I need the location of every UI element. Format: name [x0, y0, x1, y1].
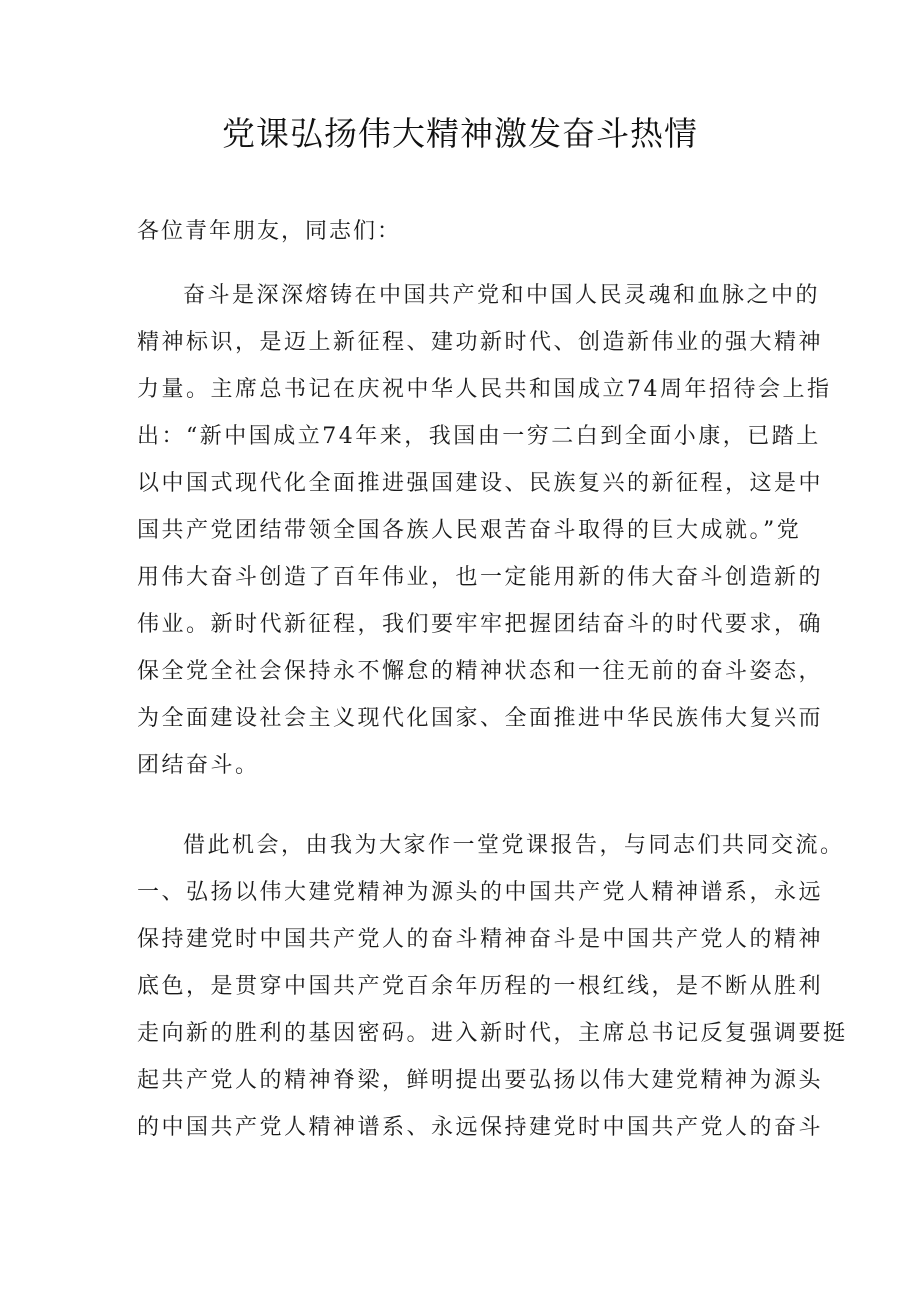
paragraph-line: 以中国式现代化全面推进强国建设、民族复兴的新征程，这是中: [137, 471, 824, 496]
paragraph-2: [137, 822, 848, 1151]
paragraph-line: 用伟大奋斗创造了百年伟业，也一定能用新的伟大奋斗创造新的: [137, 565, 824, 590]
paragraph-line: 国共产党团结带领全国各族人民艰苦奋斗取得的巨大成就。”党: [137, 518, 802, 543]
paragraph-line: 一、弘扬以伟大建党精神为源头的中国共产党人精神谱系，永远: [137, 880, 824, 905]
paragraph-1: [137, 272, 832, 789]
paragraph-line: 出：“新中国成立74年来，我国由一穷二白到全面小康，已踏上: [137, 424, 821, 449]
paragraph-line: 走向新的胜利的基因密码。进入新时代，主席总书记反复强调要挺: [137, 1021, 848, 1046]
paragraph-line: 奋斗是深深熔铸在中国共产党和中国人民灵魂和血脉之中的: [183, 283, 821, 308]
paragraph-line: 为全面建设社会主义现代化国家、全面推进中华民族伟大复兴而: [137, 706, 824, 731]
paragraph-line: 团结奋斗。: [137, 753, 260, 778]
paragraph-line: 伟业。新时代新征程，我们要牢牢把握团结奋斗的时代要求，确: [137, 612, 824, 637]
paragraph-line: 借此机会，由我为大家作一堂党课报告，与同志们共同交流。: [183, 833, 845, 858]
paragraph-line: 力量。主席总书记在庆祝中华人民共和国成立74周年招待会上指: [137, 377, 832, 402]
salutation: 各位青年朋友，同志们：: [137, 219, 402, 244]
paragraph-line: 的中国共产党人精神谱系、永远保持建党时中国共产党人的奋斗: [137, 1115, 824, 1140]
document-title: 党课弘扬伟大精神激发奋斗热情: [222, 114, 698, 153]
paragraph-line: 保持建党时中国共产党人的奋斗精神奋斗是中国共产党人的精神: [137, 927, 824, 952]
paragraph-line: 保全党全社会保持永不懈怠的精神状态和一往无前的奋斗姿态，: [137, 659, 824, 684]
paragraph-line: 起共产党人的精神脊梁，鲜明提出要弘扬以伟大建党精神为源头: [137, 1068, 824, 1093]
paragraph-line: 精神标识，是迈上新征程、建功新时代、创造新伟业的强大精神: [137, 330, 824, 355]
paragraph-line: 底色，是贯穿中国共产党百余年历程的一根红线，是不断从胜利: [137, 974, 824, 999]
